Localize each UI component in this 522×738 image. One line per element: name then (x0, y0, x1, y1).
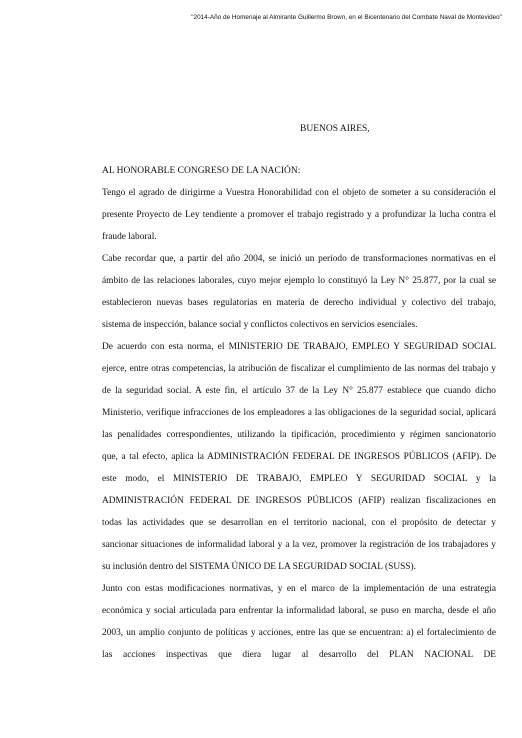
addressee: AL HONORABLE CONGRESO DE LA NACIÓN: (102, 166, 301, 176)
body-text (102, 182, 496, 666)
body-line: las acciones inspectivas que diera lugar al desarrollo del PLAN NACIONAL DE (102, 650, 496, 660)
body-line: Cabe recordar que, a partir del año 2004, se inició un período de transformaciones normativas en el (102, 254, 496, 264)
body-line: establecieron nuevas bases regulatorias en materia de derecho individual y colectivo del trabajo, (102, 298, 496, 308)
body-line: sancionar situaciones de informalidad laboral y a la vez, promover la registración de los trabajadores y (102, 540, 496, 550)
body-line: Junto con estas modificaciones normativas, y en el marco de la implementación de una estrategia (102, 584, 496, 594)
body-line: este modo, el MINISTERIO DE TRABAJO, EMPLEO Y SEGURIDAD SOCIAL y la (102, 474, 496, 484)
body-line: económica y social articulada para enfrentar la informalidad laboral, se puso en marcha, desde el año (102, 606, 496, 616)
body-line: que, a tal efecto, aplica la ADMINISTRACIÓN FEDERAL DE INGRESOS PÚBLICOS (AFIP). De (102, 452, 496, 462)
body-line: ámbito de las relaciones laborales, cuyo mejor ejemplo lo constituyó la Ley N° 25.877, por la cual se (102, 276, 496, 286)
body-line: las penalidades correspondientes, utilizando la tipificación, procedimiento y régimen sancionatorio (102, 430, 496, 440)
body-line: 2003, un amplio conjunto de políticas y acciones, entre las que se encuentran: a) el fortalecimiento de (102, 628, 496, 638)
body-line: todas las actividades que se desarrollan en el territorio nacional, con el propósito de detectar y (102, 518, 496, 528)
body-line: ADMINISTRACIÓN FEDERAL DE INGRESOS PÚBLICOS (AFIP) realizan fiscalizaciones en (102, 496, 496, 506)
body-line: De acuerdo con esta norma, el MINISTERIO DE TRABAJO, EMPLEO Y SEGURIDAD SOCIAL (102, 342, 496, 352)
body-line: Ministerio, verifique infracciones de los empleadores a las obligaciones de la seguridad social, aplicará (102, 408, 496, 418)
body-line: Tengo el agrado de dirigirme a Vuestra Honorabilidad con el objeto de someter a su consideración el (102, 188, 496, 198)
body-line: presente Proyecto de Ley tendiente a promover el trabajo registrado y a profundizar la lucha contra el (102, 210, 496, 220)
body-line: su inclusión dentro del SISTEMA ÚNICO DE LA SEGURIDAD SOCIAL (SUSS). (102, 562, 416, 572)
body-line: sistema de inspección, balance social y conflictos colectivos en servicios esenciales. (102, 320, 418, 330)
body-line: ejerce, entre otras competencias, la atribución de fiscalizar el cumplimiento de las normas del trabajo y (102, 364, 496, 374)
body-line: de la seguridad social. A este fin, el artículo 37 de la Ley N° 25.877 establece que cuando dicho (102, 386, 496, 396)
header-note: "2014-Año de Homenaje al Almirante Guillermo Brown, en el Bicentenario del Combate Naval de Montevideo" (191, 14, 502, 21)
place-date-line: BUENOS AIRES, (300, 124, 370, 134)
body-line: fraude laboral. (102, 232, 157, 242)
